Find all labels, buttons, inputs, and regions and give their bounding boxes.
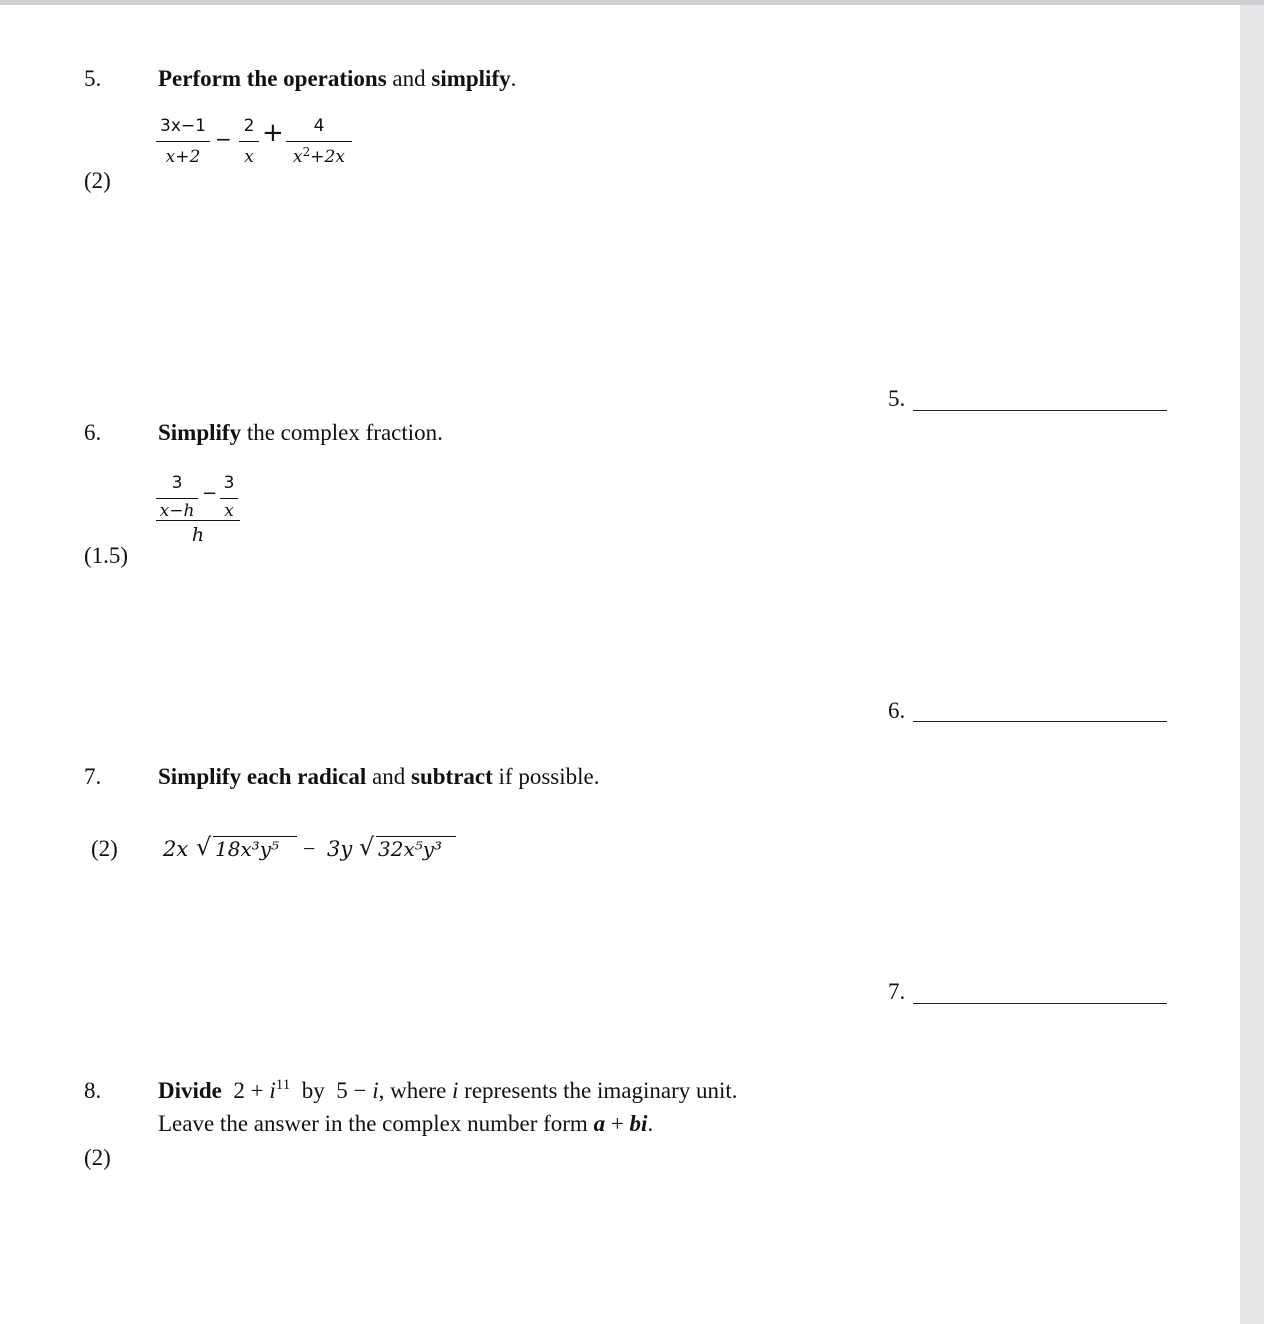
problem-7-points: (2) [91,836,118,861]
radicand-2: 32x⁵y³ [378,837,443,861]
instruction-bold-1: Simplify each radical [158,764,367,789]
instruction-bold-2: subtract [411,764,493,789]
imaginary-unit: i [269,1078,276,1103]
fraction-denominator: x−h [159,501,195,521]
plus-operator: + [262,118,284,148]
answer-label-6: 6. [888,698,906,723]
problem-6-number: 6. [84,420,102,445]
fraction-denominator: x [244,147,254,167]
problem-8-instruction [158,1077,738,1105]
problem-6-points: (1.5) [84,543,129,568]
denominator-exponent: 2 [302,145,311,159]
problem-8-instruction-line-2 [158,1110,653,1138]
instruction-text-4: represents the imaginary unit. [458,1078,738,1103]
instruction-text-3: , where [378,1078,453,1103]
instruction-end: . [647,1111,654,1136]
complex-form-plus: + [605,1111,630,1136]
minus-operator: − [202,483,218,504]
imaginary-unit: i [452,1078,459,1103]
imaginary-unit: i [372,1078,379,1103]
problem-7-instruction [158,763,599,791]
instruction-text-5: Leave the answer in the complex number form [158,1111,594,1136]
problem-6-instruction [158,419,443,447]
instruction-text-2: by 5 − [290,1078,373,1103]
fraction-numerator: 3 [171,473,183,493]
answer-blank-7[interactable] [913,1003,1167,1004]
instruction-text-1: 2 + [221,1078,270,1103]
answer-label-7: 7. [888,979,906,1004]
exponent: 11 [275,1077,291,1093]
instruction-bold-1: Divide [158,1078,222,1103]
problem-8-points: (2) [84,1145,111,1170]
denominator-base: x [293,147,303,167]
instruction-text-1: and [386,66,432,91]
answer-label-5: 5. [888,386,906,411]
fraction-numerator: 2 [243,116,255,136]
instruction-text-1: and [366,764,411,789]
denominator-rest: +2x [310,147,345,167]
worksheet-page[interactable] [0,5,1240,1324]
outer-denominator: h [191,524,205,546]
fraction-denominator: x+2 [165,147,201,167]
complex-form-bi: bi [629,1111,648,1136]
radical-sign-1: √ [196,833,212,861]
instruction-bold-1: Simplify [158,420,242,445]
problem-5-points: (2) [84,168,111,193]
fraction-numerator: 3x−1 [160,116,206,136]
fraction-denominator: x [224,501,234,521]
instruction-bold-2: simplify [431,66,511,91]
problem-7-number: 7. [84,764,102,789]
fraction-numerator: 4 [313,116,325,136]
complex-form-a: a [593,1111,606,1136]
answer-blank-5[interactable] [913,410,1167,411]
inner-fraction-2 [220,473,238,521]
minus-operator: − [215,127,232,151]
problem-8-number: 8. [84,1078,102,1103]
instruction-bold-1: Perform the operations [158,66,387,91]
fraction-numerator: 3 [223,473,235,493]
problem-5-fraction-1 [156,116,210,167]
problem-5-instruction [158,65,516,93]
instruction-text-2: . [510,66,517,91]
problem-5-fraction-3 [286,116,352,167]
radical-sign-2: √ [359,833,375,861]
radicand-1: 18x³y⁵ [215,837,280,861]
instruction-text-1: the complex fraction. [241,420,443,445]
minus-operator: − [303,836,316,861]
coefficient-2: 3y [327,837,353,861]
problem-5-fraction-2 [239,116,259,167]
inner-fraction-1 [156,473,198,521]
problem-5-number: 5. [84,66,102,91]
main-fraction-bar [156,520,240,521]
instruction-text-2: if possible. [492,764,600,789]
answer-blank-6[interactable] [913,721,1167,722]
coefficient-1: 2x [163,837,189,861]
